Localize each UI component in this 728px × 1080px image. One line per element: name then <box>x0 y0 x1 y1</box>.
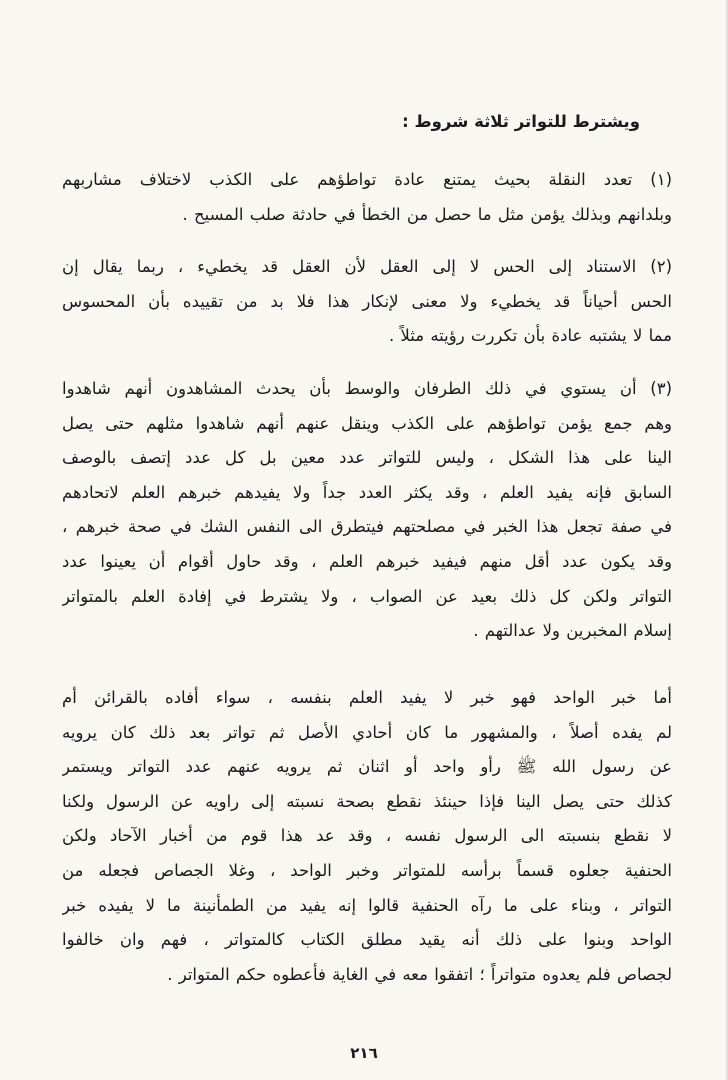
text-line: إسلام المخبرين ولا عدالتهم . <box>473 621 672 641</box>
text-line: التواتر ولكن كل ذلك بعيد عن الصواب ، ولا يشترط في إفادة العلم بالمتواتر <box>62 586 672 606</box>
text-line: لم يفده أصلاً ، والمشهور ما كان أحادي الأصل ثم تواتر بعد ذلك كان يرويه <box>62 722 672 742</box>
condition-3-paragraph <box>62 372 672 649</box>
section-heading: ويشترط للتواتر ثلاثة شروط : <box>402 112 640 131</box>
text-line: (٢) الاستناد إلى الحس لا إلى العقل لأن العقل قد يخطيء ، ربما يقال إن <box>62 257 672 276</box>
text-line: الينا على هذا الشكل ، وليس للتواتر عدد معين بل كل عدد إتصف بالوصف <box>62 448 672 468</box>
text-line: في صفة تجعل هذا الخبر في مصلحتهم فيتطرق الى النفس الشك في صحة خبرهم ، <box>62 517 672 537</box>
text-line: أما خبر الواحد فهو خبر لا يفيد العلم بنفسه ، سواء أفاده بالقرائن أم <box>62 688 672 707</box>
text-line: كذلك حتى يصل الينا فإذا حينئذ نقطع بصحة نسبته إلى راويه عن الرسول ولكنا <box>62 791 672 811</box>
text-line: عن رسول الله ﷺ رأو واحد أو اثنان ثم يرويه عنهم عدد التواتر ويستمر <box>62 757 672 777</box>
condition-1-paragraph <box>62 163 672 232</box>
text-line: (٣) أن يستوي في ذلك الطرفان والوسط بأن يحدث المشاهدون أنهم شاهدوا <box>62 379 672 398</box>
khabar-wahid-paragraph <box>62 681 672 992</box>
text-line: مما لا يشتبه عادة بأن تكررت رؤيته مثلاً . <box>388 326 672 346</box>
text-line: الحنفية جعلوه قسماً برأسه للمتواتر وخبر الواحد ، وغلا الجصاص فجعله من <box>62 860 672 880</box>
condition-2-paragraph <box>62 250 672 354</box>
text-line: وقد يكون عدد أقل منهم فيفيد خبرهم العلم ، وقد حاول أقوام أن يعينوا عدد <box>62 551 672 571</box>
text-line: وهم جمع يؤمن تواطؤهم على الكذب وينقل عنهم أنهم شاهدوا مثلهم حتى يصل <box>62 413 672 433</box>
text-line: لجصاص فلم يعدوه متواتراً ؛ اتفقوا معه في الغاية فأعطوه حكم المتواتر . <box>167 964 672 984</box>
text-line: التواتر ، وبناء على ما رآه الحنفية قالوا إنه يفيد من الطمأنينة ما لا يفيده خبر <box>62 895 672 915</box>
text-line: (١) تعدد النقلة بحيث يمتنع عادة تواطؤهم على الكذب لاختلاف مشاربهم <box>62 170 672 189</box>
text-line: السابق فإنه يفيد العلم ، وقد يكثر العدد جداً ولا يفيدهم خبرهم العلم لاتحادهم <box>62 482 672 502</box>
page-number: ٢١٦ <box>350 1044 378 1062</box>
text-line: لا نقطع بنسبته الى الرسول نفسه ، وقد عد هذا قوم من أخبار الآحاد ولكن <box>62 826 672 846</box>
text-line: الحس أحياناً قد يخطيء ولا معنى لإنكار هذا فلا بد من تقييده بأن المحسوس <box>62 291 672 311</box>
text-line: وبلدانهم وبذلك يؤمن مثل ما حصل من الخطأ في حادثة صلب المسيح . <box>182 204 672 224</box>
text-line: الواحد وبنوا على ذلك أنه يقيد مطلق الكتاب كالمتواتر ، فهم وان خالفوا <box>62 930 672 950</box>
